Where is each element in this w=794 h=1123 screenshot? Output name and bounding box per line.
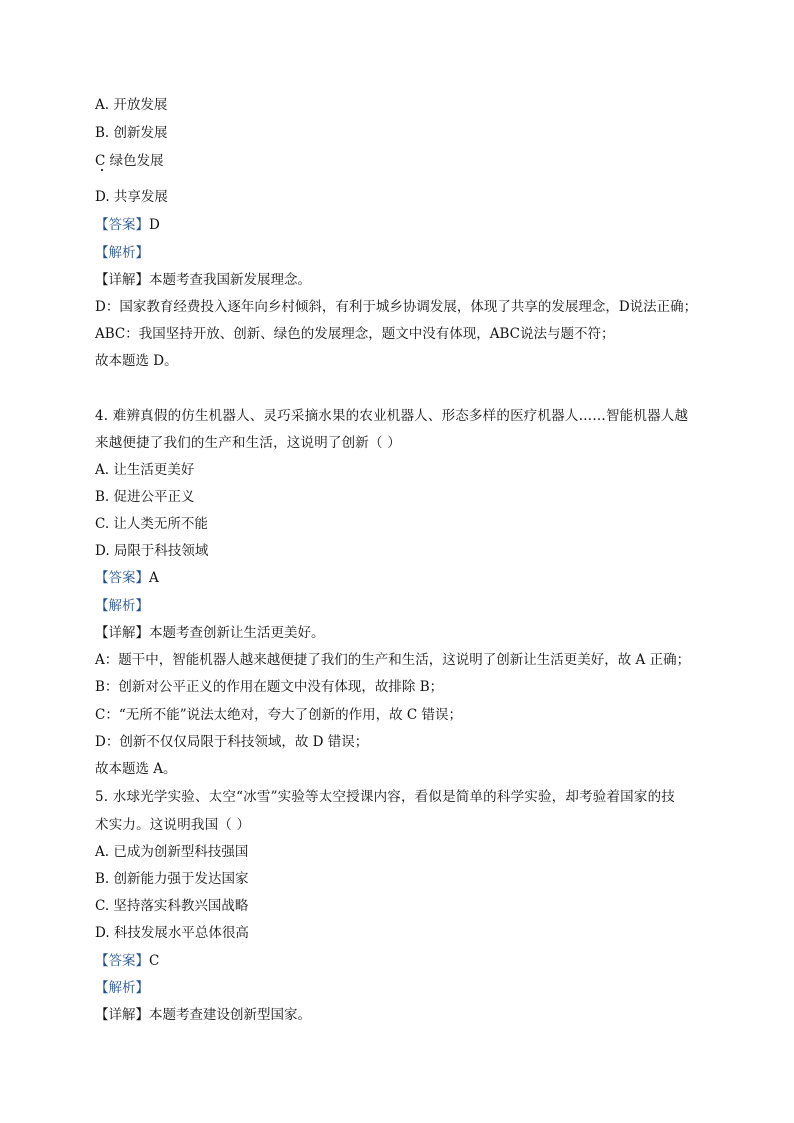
q3-option-d: D. 共享发展 <box>95 189 168 205</box>
q3-option-a: A. 开放发展 <box>95 97 168 113</box>
q4-detail <box>95 624 325 642</box>
q5-stem-line-1: 5. 水球光学实验、太空“冰雪”实验等太空授课内容，看似是简单的科学实验，却考验着国家的技 <box>95 789 675 805</box>
q5-option-d: D. 科技发展水平总体很高 <box>95 925 249 941</box>
q4-explanation-b: B：创新对公平正义的作用在题文中没有体现，故排除 B； <box>95 679 444 695</box>
answer-label: 【答案】 <box>95 570 149 586</box>
detail-label: 【详解】 <box>95 625 149 641</box>
q5-answer <box>95 952 159 970</box>
answer-value: A <box>149 570 159 586</box>
q3-detail <box>95 271 311 289</box>
detail-label: 【详解】 <box>95 1007 149 1023</box>
q3-option-c: C 绿色发展 <box>95 153 164 169</box>
q3-explanation-2: ABC：我国坚持开放、创新、绿色的发展理念，题文中没有体现，ABC说法与题不符； <box>95 326 615 342</box>
q5-option-b: B. 创新能力强于发达国家 <box>95 871 249 887</box>
q4-option-d: D. 局限于科技领域 <box>95 543 209 559</box>
q5-analysis-label: 【解析】 <box>95 980 149 996</box>
q5-option-a: A. 已成为创新型科技强国 <box>95 844 249 860</box>
q4-explanation-d: D：创新不仅仅局限于科技领域，故 D 错误； <box>95 734 369 750</box>
stray-dot <box>101 169 103 171</box>
q5-option-c: C. 坚持落实科教兴国战略 <box>95 898 249 914</box>
q4-option-b: B. 促进公平正义 <box>95 489 195 505</box>
q3-explanation-1: D：国家教育经费投入逐年向乡村倾斜，有利于城乡协调发展，体现了共享的发展理念，D说法正确； <box>95 299 698 315</box>
q4-stem-line-1: 4. 难辨真假的仿生机器人、灵巧采摘水果的农业机器人、形态多样的医疗机器人……智能机器人越 <box>95 408 689 424</box>
detail-label: 【详解】 <box>95 272 149 288</box>
answer-label: 【答案】 <box>95 953 149 969</box>
q3-conclusion: 故本题选 D。 <box>95 353 178 369</box>
q3-answer <box>95 216 160 234</box>
q4-explanation-a: A：题干中，智能机器人越来越便捷了我们的生产和生活，这说明了创新让生活更美好，故 A 正确； <box>95 652 691 668</box>
q3-option-b: B. 创新发展 <box>95 125 168 141</box>
answer-value: C <box>149 953 160 969</box>
detail-text: 本题考查建设创新型国家。 <box>149 1007 311 1023</box>
q4-answer <box>95 569 159 587</box>
q5-stem-line-2: 术实力。这说明我国（ ） <box>95 817 251 833</box>
q4-stem-line-2: 来越便捷了我们的生产和生活，这说明了创新（ ） <box>95 435 401 451</box>
q4-option-a: A. 让生活更美好 <box>95 462 195 478</box>
q4-explanation-c: C：“无所不能”说法太绝对，夸大了创新的作用，故 C 错误； <box>95 707 463 723</box>
q4-option-c: C. 让人类无所不能 <box>95 516 208 532</box>
answer-value: D <box>149 217 160 233</box>
detail-text: 本题考查创新让生活更美好。 <box>149 625 325 641</box>
q5-detail <box>95 1006 311 1024</box>
detail-text: 本题考查我国新发展理念。 <box>149 272 311 288</box>
q4-conclusion: 故本题选 A。 <box>95 761 177 777</box>
q3-analysis-label: 【解析】 <box>95 245 149 261</box>
answer-label: 【答案】 <box>95 217 149 233</box>
q4-analysis-label: 【解析】 <box>95 598 149 614</box>
